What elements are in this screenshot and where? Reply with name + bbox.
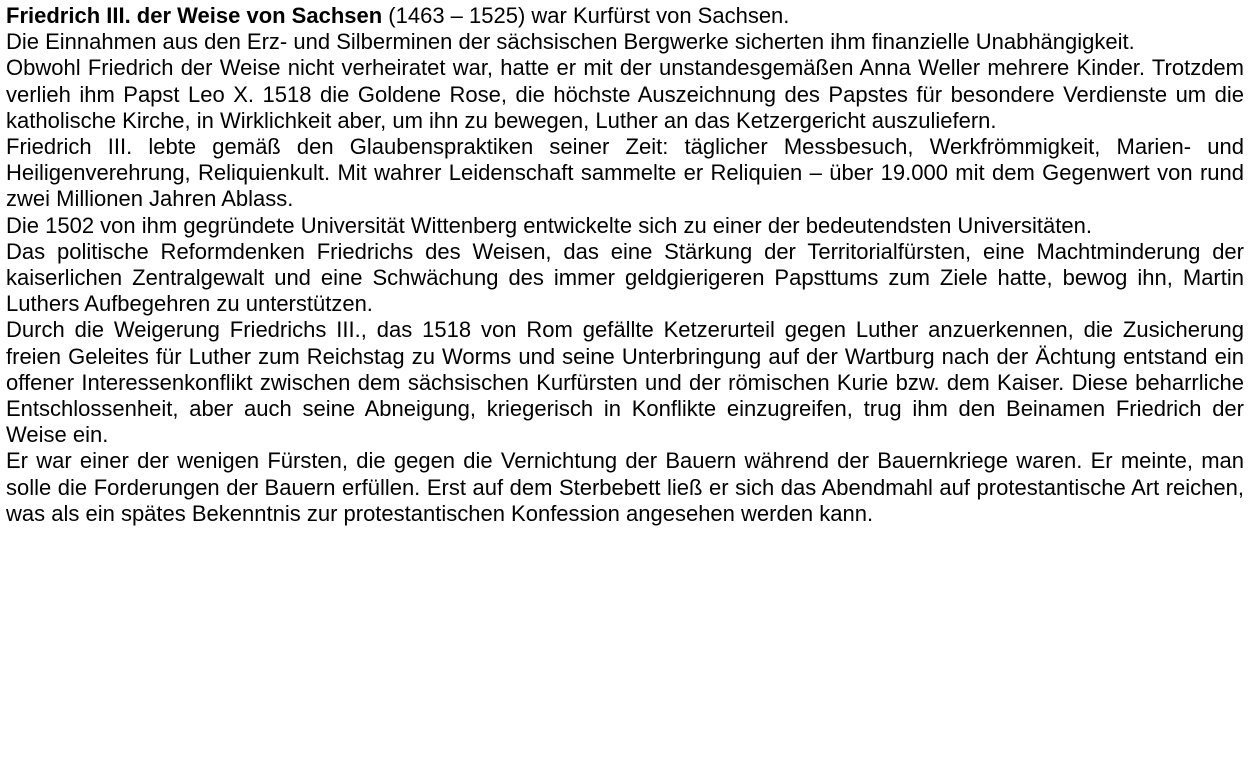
paragraph-peasants: Er war einer der wenigen Fürsten, die gegen die Vernichtung der Bauern während der Bauernkriege waren. Er meinte, man solle die Forderungen der Bauern erfüllen. Erst auf dem Sterbebett ließ er sich das Abendmahl auf protestantische Art reichen, was als ein spätes Bekenntnis zur protestantischen Konfession angesehen werden kann. [6, 448, 1244, 526]
paragraph-conflict: Durch die Weigerung Friedrichs III., das 1518 von Rom gefällte Ketzerurteil gegen Luther anzuerkennen, die Zusicherung freien Geleites für Luther zum Reichstag zu Worms und seine Unterbringung auf der Wartburg nach der Ächtung entstand ein offener Interessenkonflikt zwischen dem sächsischen Kurfürsten und der römischen Kurie bzw. dem Kaiser. Diese beharrliche Entschlossenheit, aber auch seine Abneigung, kriegerisch in Konflikte einzugreifen, trug ihm den Beinamen Friedrich der Weise ein. [6, 317, 1244, 448]
subject-name: Friedrich III. der Weise von Sachsen [6, 3, 383, 28]
paragraph-golden-rose: Obwohl Friedrich der Weise nicht verheiratet war, hatte er mit der unstandesgemäßen Anna Weller mehrere Kinder. Trotzdem verlieh ihm Papst Leo X. 1518 die Goldene Rose, die höchste Auszeichnung des Papstes für besondere Verdienste um die katholische Kirche, in Wirklichkeit aber, um ihn zu bewegen, Luther an das Ketzergericht auszuliefern. [6, 55, 1244, 133]
paragraph-reform: Das politische Reformdenken Friedrichs des Weisen, das eine Stärkung der Territorialfürsten, eine Machtminderung der kaiserlichen Zentralgewalt und eine Schwächung des immer geldgierigeren Papsttums zum Ziele hatte, bewog ihn, Martin Luthers Aufbegehren zu unterstützen. [6, 238, 1244, 317]
intro-paragraph [6, 3, 1244, 29]
intro-text: (1463 – 1525) war Kurfürst von Sachsen. [382, 3, 790, 28]
paragraph-finances: Die Einnahmen aus den Erz- und Silberminen der sächsischen Bergwerke sicherten ihm finanzielle Unabhängigkeit. [6, 29, 1135, 55]
paragraph-relics: Friedrich III. lebte gemäß den Glaubenspraktiken seiner Zeit: täglicher Messbesuch, Werkfrömmigkeit, Marien- und Heiligenverehrung, Reliquienkult. Mit wahrer Leidenschaft sammelte er Reliquien – über 19.000 mit dem Gegenwert von rund zwei Millionen Jahren Ablass. [6, 134, 1244, 212]
paragraph-university: Die 1502 von ihm gegründete Universität Wittenberg entwickelte sich zu einer der bedeutendsten Universitäten. [6, 212, 1092, 238]
